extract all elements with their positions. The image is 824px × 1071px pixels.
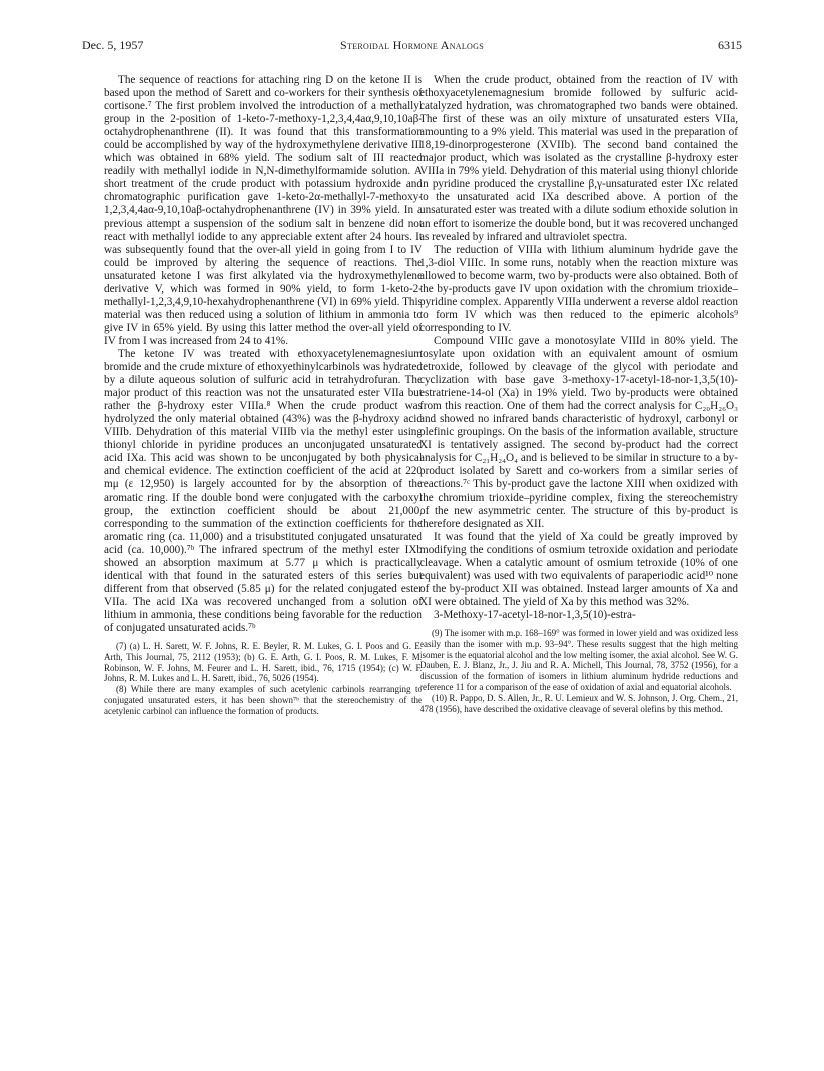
footnote: (7) (a) L. H. Sarett, W. F. Johns, R. E. Beyler, R. M. Lukes, G. I. Poos and G. E. Arth, This Journal, 75, 2112 (1953); (b) G. E. Arth, G. I. Poos, R. M. Lukes, F. M. Robinson, W. F. Johns, M. Feurer and L. H. Sarett, ibid., 76, 1715 (1954); (c) W. F. Johns, R. M. Lukes and L. H. Sarett, ibid., 76, 5026 (1954). [104,641,422,684]
running-header [82,38,742,56]
footnote: (10) R. Pappo, D. S. Allen, Jr., R. U. Lemieux and W. S. Johnson, J. Org. Chem., 21, 478 (1956), have described the oxidative cleavage of several olefins by this method. [420,692,738,714]
body-paragraph: 3-Methoxy-17-acetyl-18-nor-1,3,5(10)-estra- [434,608,636,621]
header-date: Dec. 5, 1957 [82,38,144,52]
body-paragraph: The sequence of reactions for attaching ring D on the ketone II is based upon the method of Sarett and co-workers for their synthesis of cortisone.⁷ The first problem involved the introduction of a methallyl group in the 2-position of 1-keto-7-methoxy-1,2,3,4,4aα,9,10,10aβ-octahydrophenanthrene (II). It was found that this transformation could be accomplished by way of the hydroxymethylene derivative III which was obtained in 68% yield. The sodium salt of III reacted readily with methallyl iodide in N,N-dimethylformamide solution. A short treatment of the crude product with potassium hydroxide and chromatographic purification gave 1-keto-2α-methallyl-7-methoxy-1,2,3,4,4aα-9,10,10aβ-octahydrophenanthrene (IV) in 39% yield. In a previous attempt a suspension of the sodium salt in benzene did not react with methallyl iodide to any appreciable extent after 24 hours. It was subsequently found that the over-all yield in going from I to IV could be improved by altering the sequence of reactions. The unsaturated ketone I was first alkylated via the hydroxymethylene derivative V, which was formed in 90% yield, to form 1-keto-2-methallyl-1,2,3,4,9,10-hexahydrophenanthrene (VI) in 69% yield. This material was then reduced using a solution of lithium in ammonia to give IV in 65% yield. By using this latter method the over-all yield of IV from I was increased from 24 to 41%. [104,74,422,347]
body-paragraph: The reduction of VIIIa with lithium aluminum hydride gave the 1,3-diol VIIIc. In some runs, notably when the reaction mixture was allowed to become warm, two by-products were also obtained. Both of the by-products gave IV upon oxidation with the chromium trioxide–pyridine complex. Apparently VIIIa underwent a reverse aldol reaction to form IV which was then reduced to the epimeric alcohols⁹ corresponding to IV. [420,243,738,334]
right-column [420,74,738,714]
left-column [104,74,422,717]
body-paragraph: Compound VIIIc gave a monotosylate VIIId in 80% yield. The tosylate upon oxidation with an equivalent amount of osmium tetroxide, followed by cleavage of the glycol with periodate and cyclization with base gave 3-methoxy-17-acetyl-18-nor-1,3,5(10)-estratriene-14-ol (Xa) in 19% yield. Two by-products were obtained from this reaction. One of them had the correct analysis for C₂₀H₂₆O₃ and showed no infrared bands characteristic of hydroxyl, carbonyl or olefinic groupings. On the basis of the information available, structure XI is tentatively assigned. The second by-product had the correct analysis for C₂₁H₂₄O₄ and is believed to be similar in structure to a by-product isolated by Sarett and co-workers from a similar series of reactions.⁷ᶜ This by-product gave the lactone XIII when oxidized with the chromium trioxide–pyridine complex, fixing the stereochemistry of the new asymmetric center. The structure of this by-product is therefore designated as XII. [420,334,738,530]
header-title: Steroidal Hormone Analogs [340,38,484,52]
footnote: (9) The isomer with m.p. 168–169° was formed in lower yield and was oxidized less easily than the isomer with m.p. 93–94°. These results suggest that the high melting isomer is the equatorial alcohol and the low melting isomer, the axial alcohol. See W. G. Dauben, E. J. Blanz, Jr., J. Jiu and R. A. Michell, This Journal, 78, 3752 (1956), for a discussion of the formation of isomers in lithium aluminum hydride reductions and reference 11 for a comparison of the ease of oxidation of axial and equatorial alcohols. [420,627,738,692]
body-paragraph: The ketone IV was treated with ethoxyacetylenemagnesium bromide and the crude mixture of ethoxyethinylcarbinols was hydrated by a dilute aqueous solution of sulfuric acid in tetrahydrofuran. The major product of this reaction was not the unsaturated ester VIIa but rather the β-hydroxy ester VIIIa.⁸ When the crude product was hydrolyzed the only material obtained (43%) was the β-hydroxy acid VIIIb. Dehydration of this material VIIIb via the methyl ester using thionyl chloride in pyridine produces an unconjugated unsaturated acid IXa. This acid was shown to be unconjugated by both physical and chemical evidence. The extinction coefficient of the acid at 220 mμ (ε 12,950) is largely accounted for by the absorption of the aromatic ring. If the double bond were conjugated with the carboxyl group, the extinction coefficient should be about 21,000, corresponding to the summation of the extinction coefficients for the aromatic ring (ca. 11,000) and a trisubstituted conjugated unsaturated acid (ca. 10,000).⁷ᵇ The infrared spectrum of the methyl ester IXb showed an absorption maximum at 5.77 μ which is practically identical with that found in the saturated esters of this series but different from that observed (5.85 μ) for the related conjugated ester VIIa. The acid IXa was recovered unchanged from a solution of lithium in ammonia, these conditions being favorable for the reduction of conjugated unsaturated acids.⁷ᵇ [104,347,422,634]
footnote: (8) While there are many examples of such acetylenic carbinols rearranging to conjugated unsaturated esters, it has been shown⁷ᵇ that the stereochemistry of the acetylenic carbinol can influence the formation of products. [104,684,422,716]
body-paragraph: When the crude product, obtained from the reaction of IV with ethoxyacetylenemagnesium bromide followed by sulfuric acid-catalyzed hydration, was chromatographed two bands were obtained. The first of these was an oily mixture of unsaturated esters VIIa, amounting to a 9% yield. This material was used in the preparation of 18,19-dinorprogesterone (XVIIb). The second band contained the major product, which was isolated as the crystalline β-hydroxy ester VIIIa in 79% yield. Dehydration of this material using thionyl chloride in pyridine produced the crystalline β,γ-unsaturated ester IXc related to the unsaturated acid IXa described above. A portion of the unsaturated ester was treated with a dilute sodium ethoxide solution in an effort to isomerize the double bond, but it was recovered unchanged as revealed by infrared and ultraviolet spectra. [420,74,738,243]
header-page-number: 6315 [718,38,742,52]
body-paragraph: It was found that the yield of Xa could be greatly improved by modifying the conditions of osmium tetroxide oxidation and periodate cleavage. When a catalytic amount of osmium tetroxide (10% of one equivalent) was used with two equivalents of paraperiodic acid¹⁰ none of the by-product XII was obtained. Instead larger amounts of Xa and XI were obtained. The yield of Xa by this method was 32%. [420,530,738,608]
